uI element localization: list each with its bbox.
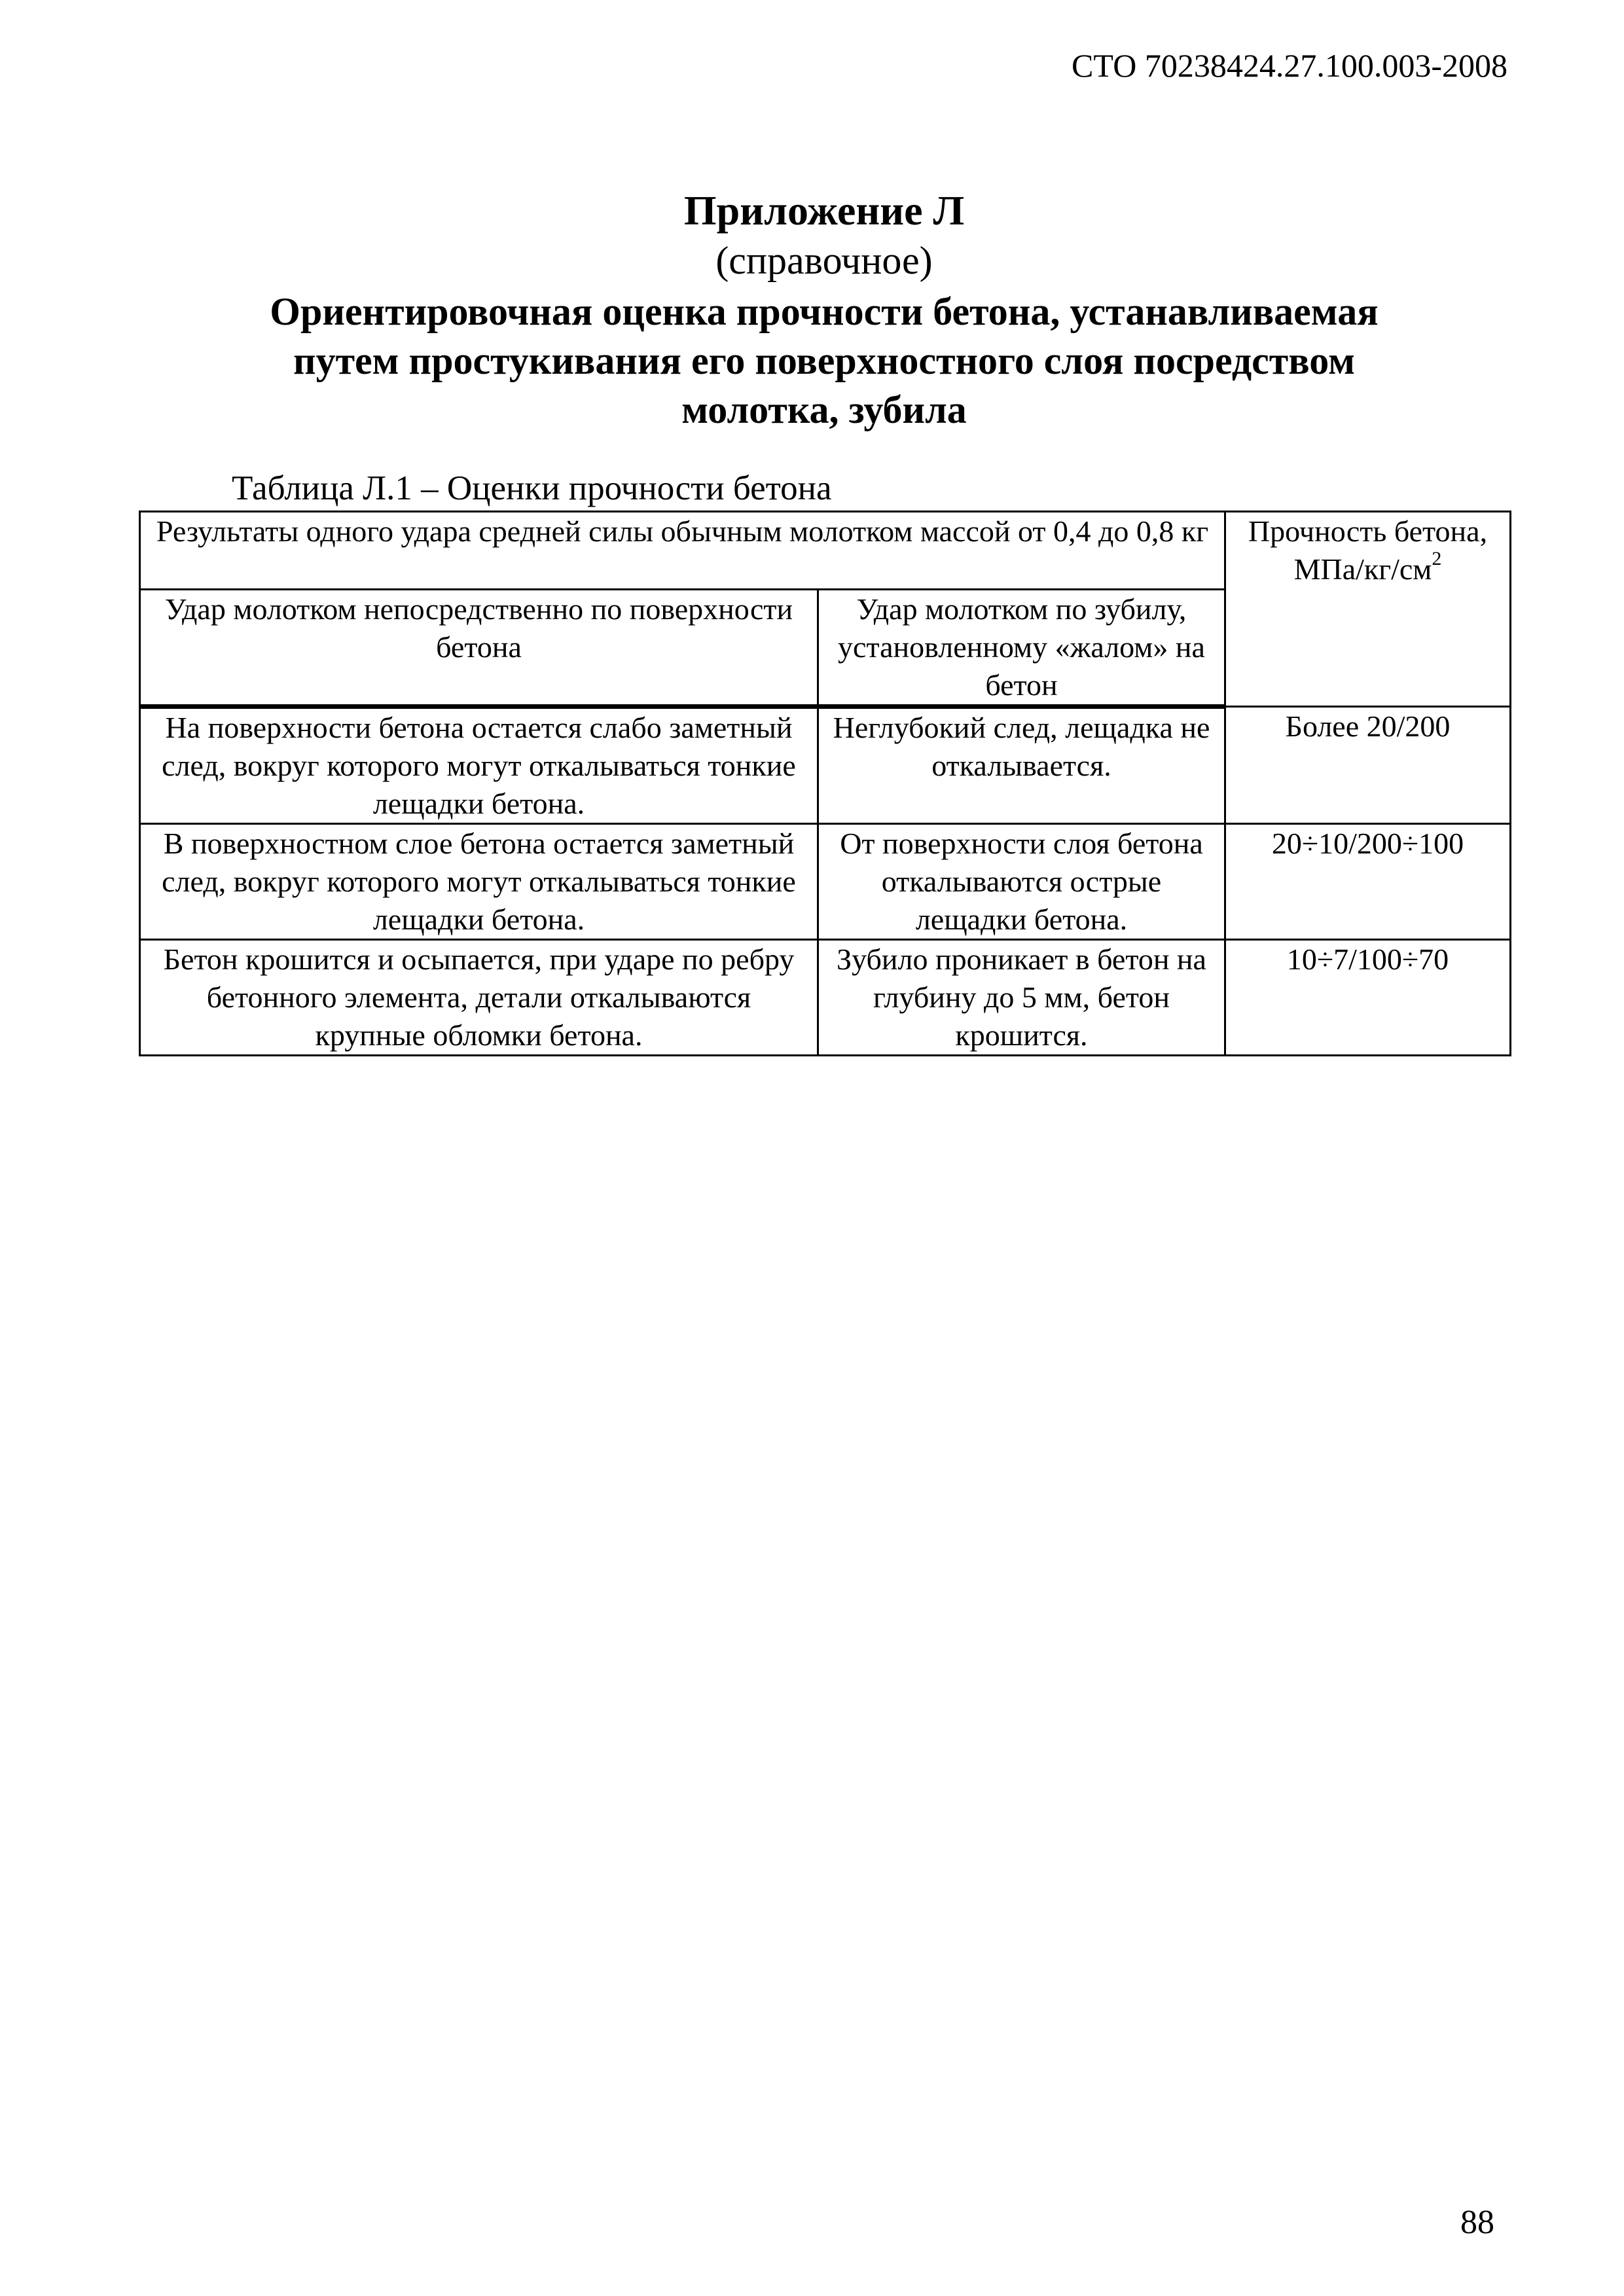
document-code: СТО 70238424.27.100.003-2008 — [1072, 47, 1507, 84]
table-header-row — [140, 512, 1511, 590]
appendix-subject-line: Ориентировочная оценка прочности бетона, устанавливаемая — [270, 290, 1379, 333]
appendix-subject-line: путем простукивания его поверхностного слоя посредством — [293, 339, 1355, 382]
appendix-title: Приложение Л — [683, 187, 965, 234]
page-number: 88 — [1460, 2204, 1494, 2241]
appendix-type: (справочное) — [715, 239, 933, 282]
chisel-hit-result-cell: Неглубокий след, лещадка не откалывается. — [818, 707, 1225, 824]
table-row — [140, 707, 1511, 824]
header-hammer-chisel-cell: Удар молотком по зубилу, установленному «жалом» на бетон — [818, 590, 1225, 707]
strength-table — [139, 511, 1511, 1056]
table-row — [140, 824, 1511, 940]
header-hammer-direct-cell: Удар молотком непосредственно по поверхности бетона — [140, 590, 818, 707]
strength-value-cell: 20÷10/200÷100 — [1225, 824, 1511, 940]
appendix-subject-line: молотка, зубила — [681, 388, 967, 431]
strength-value-cell: Более 20/200 — [1225, 707, 1511, 824]
table-row — [140, 940, 1511, 1056]
appendix-subject — [140, 287, 1508, 435]
direct-hit-result-cell: Бетон крошится и осыпается, при ударе по ребру бетонного элемента, детали откалываются крупные обломки бетона. — [140, 940, 818, 1056]
direct-hit-result-cell: На поверхности бетона остается слабо заметный след, вокруг которого могут откалываться тонкие лещадки бетона. — [140, 707, 818, 824]
appendix-heading — [140, 185, 1508, 435]
direct-hit-result-cell: В поверхностном слое бетона остается заметный след, вокруг которого могут откалываться тонкие лещадки бетона. — [140, 824, 818, 940]
header-group-cell: Результаты одного удара средней силы обычным молотком массой от 0,4 до 0,8 кг — [140, 512, 1225, 590]
chisel-hit-result-cell: Зубило проникает в бетон на глубину до 5 мм, бетон крошится. — [818, 940, 1225, 1056]
header-strength-superscript: 2 — [1432, 548, 1442, 569]
strength-value-cell: 10÷7/100÷70 — [1225, 940, 1511, 1056]
header-strength-cell — [1225, 512, 1511, 707]
header-strength-text: Прочность бетона, МПа/кг/см — [1248, 514, 1488, 586]
chisel-hit-result-cell: От поверхности слоя бетона откалываются острые лещадки бетона. — [818, 824, 1225, 940]
table-caption: Таблица Л.1 – Оценки прочности бетона — [232, 469, 832, 507]
